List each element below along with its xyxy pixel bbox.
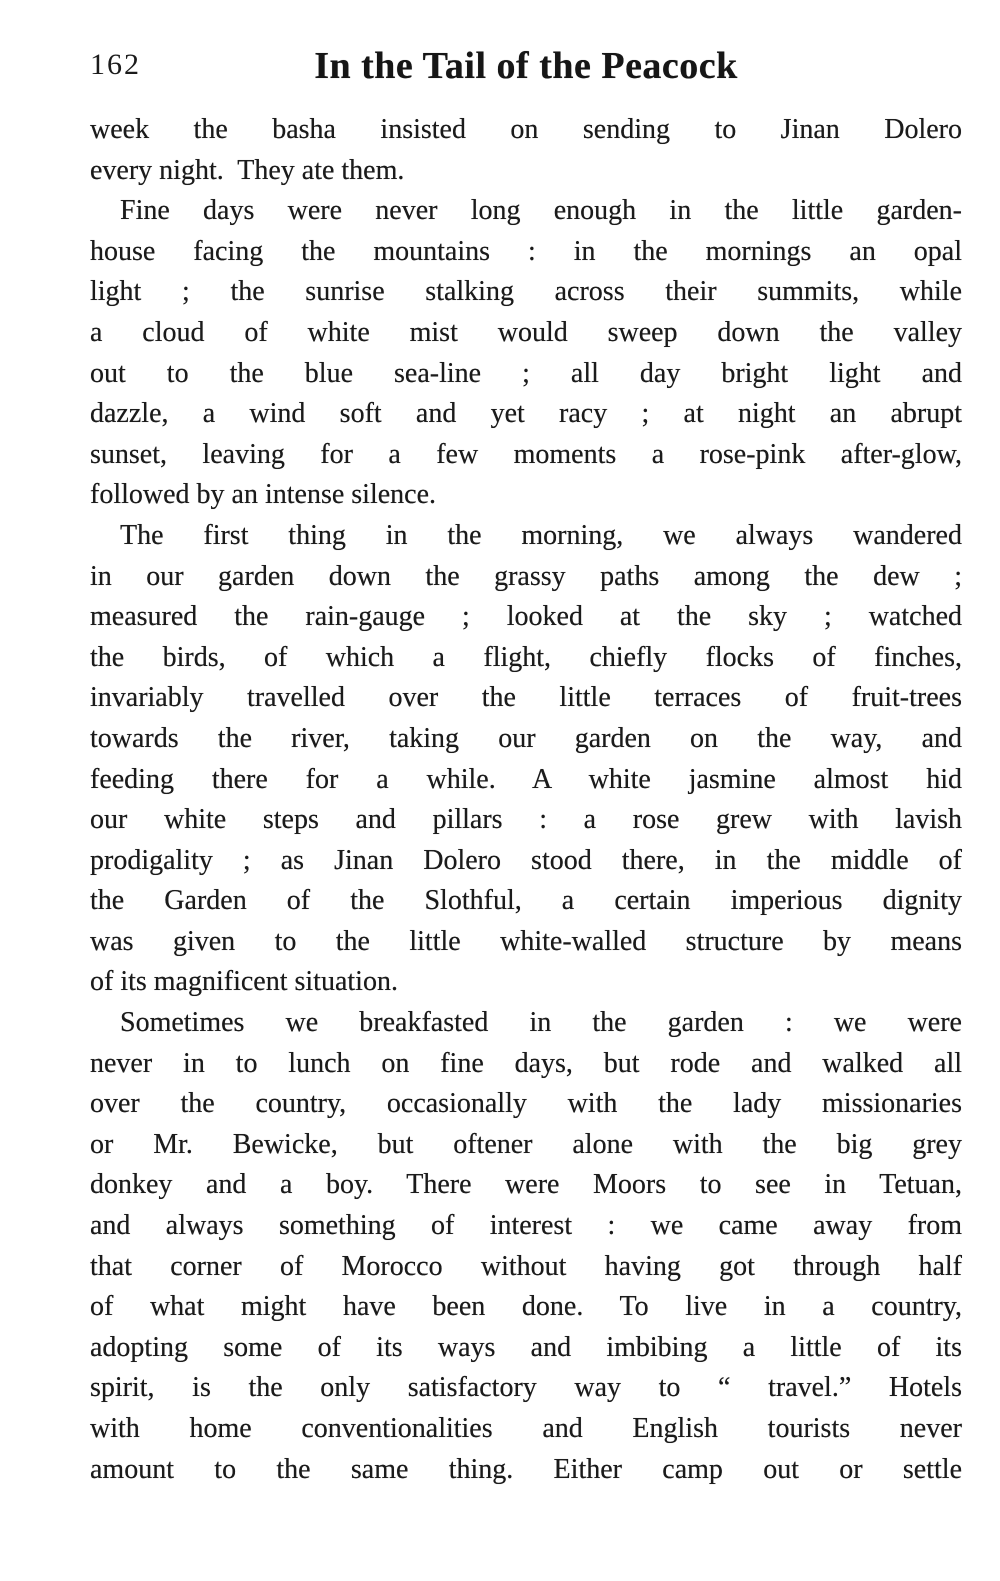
- text-line: that corner of Morocco without having got through half: [90, 1250, 962, 1282]
- page-body: [90, 110, 962, 1490]
- page-header: [90, 30, 962, 88]
- text-line: Sometimes we breakfasted in the garden : we were: [120, 1007, 962, 1039]
- paragraph: [90, 110, 962, 191]
- paragraph: [90, 191, 962, 516]
- text-line: house facing the mountains : in the mornings an opal: [90, 235, 962, 267]
- text-line: donkey and a boy. There were Moors to see in Tetuan,: [90, 1169, 962, 1201]
- text-line: light ; the sunrise stalking across their summits, while: [90, 276, 962, 308]
- paragraph: [90, 516, 962, 1003]
- text-line: amount to the same thing. Either camp out or settle: [90, 1453, 962, 1485]
- text-line: the Garden of the Slothful, a certain imperious dignity: [90, 885, 962, 917]
- text-line: measured the rain-gauge ; looked at the sky ; watched: [90, 601, 962, 633]
- text-line: spirit, is the only satisfactory way to “ travel.” Hotels: [90, 1372, 962, 1404]
- text-line: sunset, leaving for a few moments a rose-pink after-glow,: [90, 438, 962, 470]
- text-line: feeding there for a while. A white jasmine almost hid: [90, 763, 962, 795]
- text-line: and always something of interest : we came away from: [90, 1210, 962, 1242]
- paragraph: [90, 1003, 962, 1490]
- text-line: was given to the little white-walled structure by means: [90, 925, 962, 957]
- text-line: followed by an intense silence.: [90, 479, 437, 511]
- text-line: over the country, occasionally with the lady missionaries: [90, 1088, 962, 1120]
- text-line: a cloud of white mist would sweep down the valley: [90, 316, 962, 348]
- text-line: of its magnificent situation.: [90, 966, 398, 998]
- text-line: with home conventionalities and English tourists never: [90, 1413, 962, 1444]
- page-number: 162: [90, 48, 141, 81]
- text-line: the birds, of which a flight, chiefly flocks of finches,: [90, 641, 962, 673]
- text-line: dazzle, a wind soft and yet racy ; at night an abrupt: [90, 398, 962, 430]
- text-line: prodigality ; as Jinan Dolero stood there, in the middle of: [90, 844, 962, 876]
- text-line: The first thing in the morning, we always wandered: [120, 519, 962, 551]
- text-line: out to the blue sea-line ; all day bright light and: [90, 357, 962, 389]
- text-line: Fine days were never long enough in the little garden-: [120, 195, 962, 227]
- text-line: every night. They ate them.: [90, 154, 405, 186]
- text-line: or Mr. Bewicke, but oftener alone with the big grey: [90, 1128, 962, 1160]
- page-title: In the Tail of the Peacock: [314, 45, 738, 87]
- text-line: week the basha insisted on sending to Jinan Dolero: [90, 114, 962, 145]
- text-line: towards the river, taking our garden on the way, and: [90, 722, 962, 754]
- text-line: in our garden down the grassy paths among the dew ;: [90, 560, 962, 592]
- text-line: invariably travelled over the little terraces of fruit-trees: [90, 682, 962, 714]
- text-line: our white steps and pillars : a rose grew with lavish: [90, 804, 962, 836]
- text-line: never in to lunch on fine days, but rode and walked all: [90, 1047, 962, 1079]
- text-line: of what might have been done. To live in a country,: [90, 1291, 962, 1323]
- text-line: adopting some of its ways and imbibing a little of its: [90, 1331, 962, 1363]
